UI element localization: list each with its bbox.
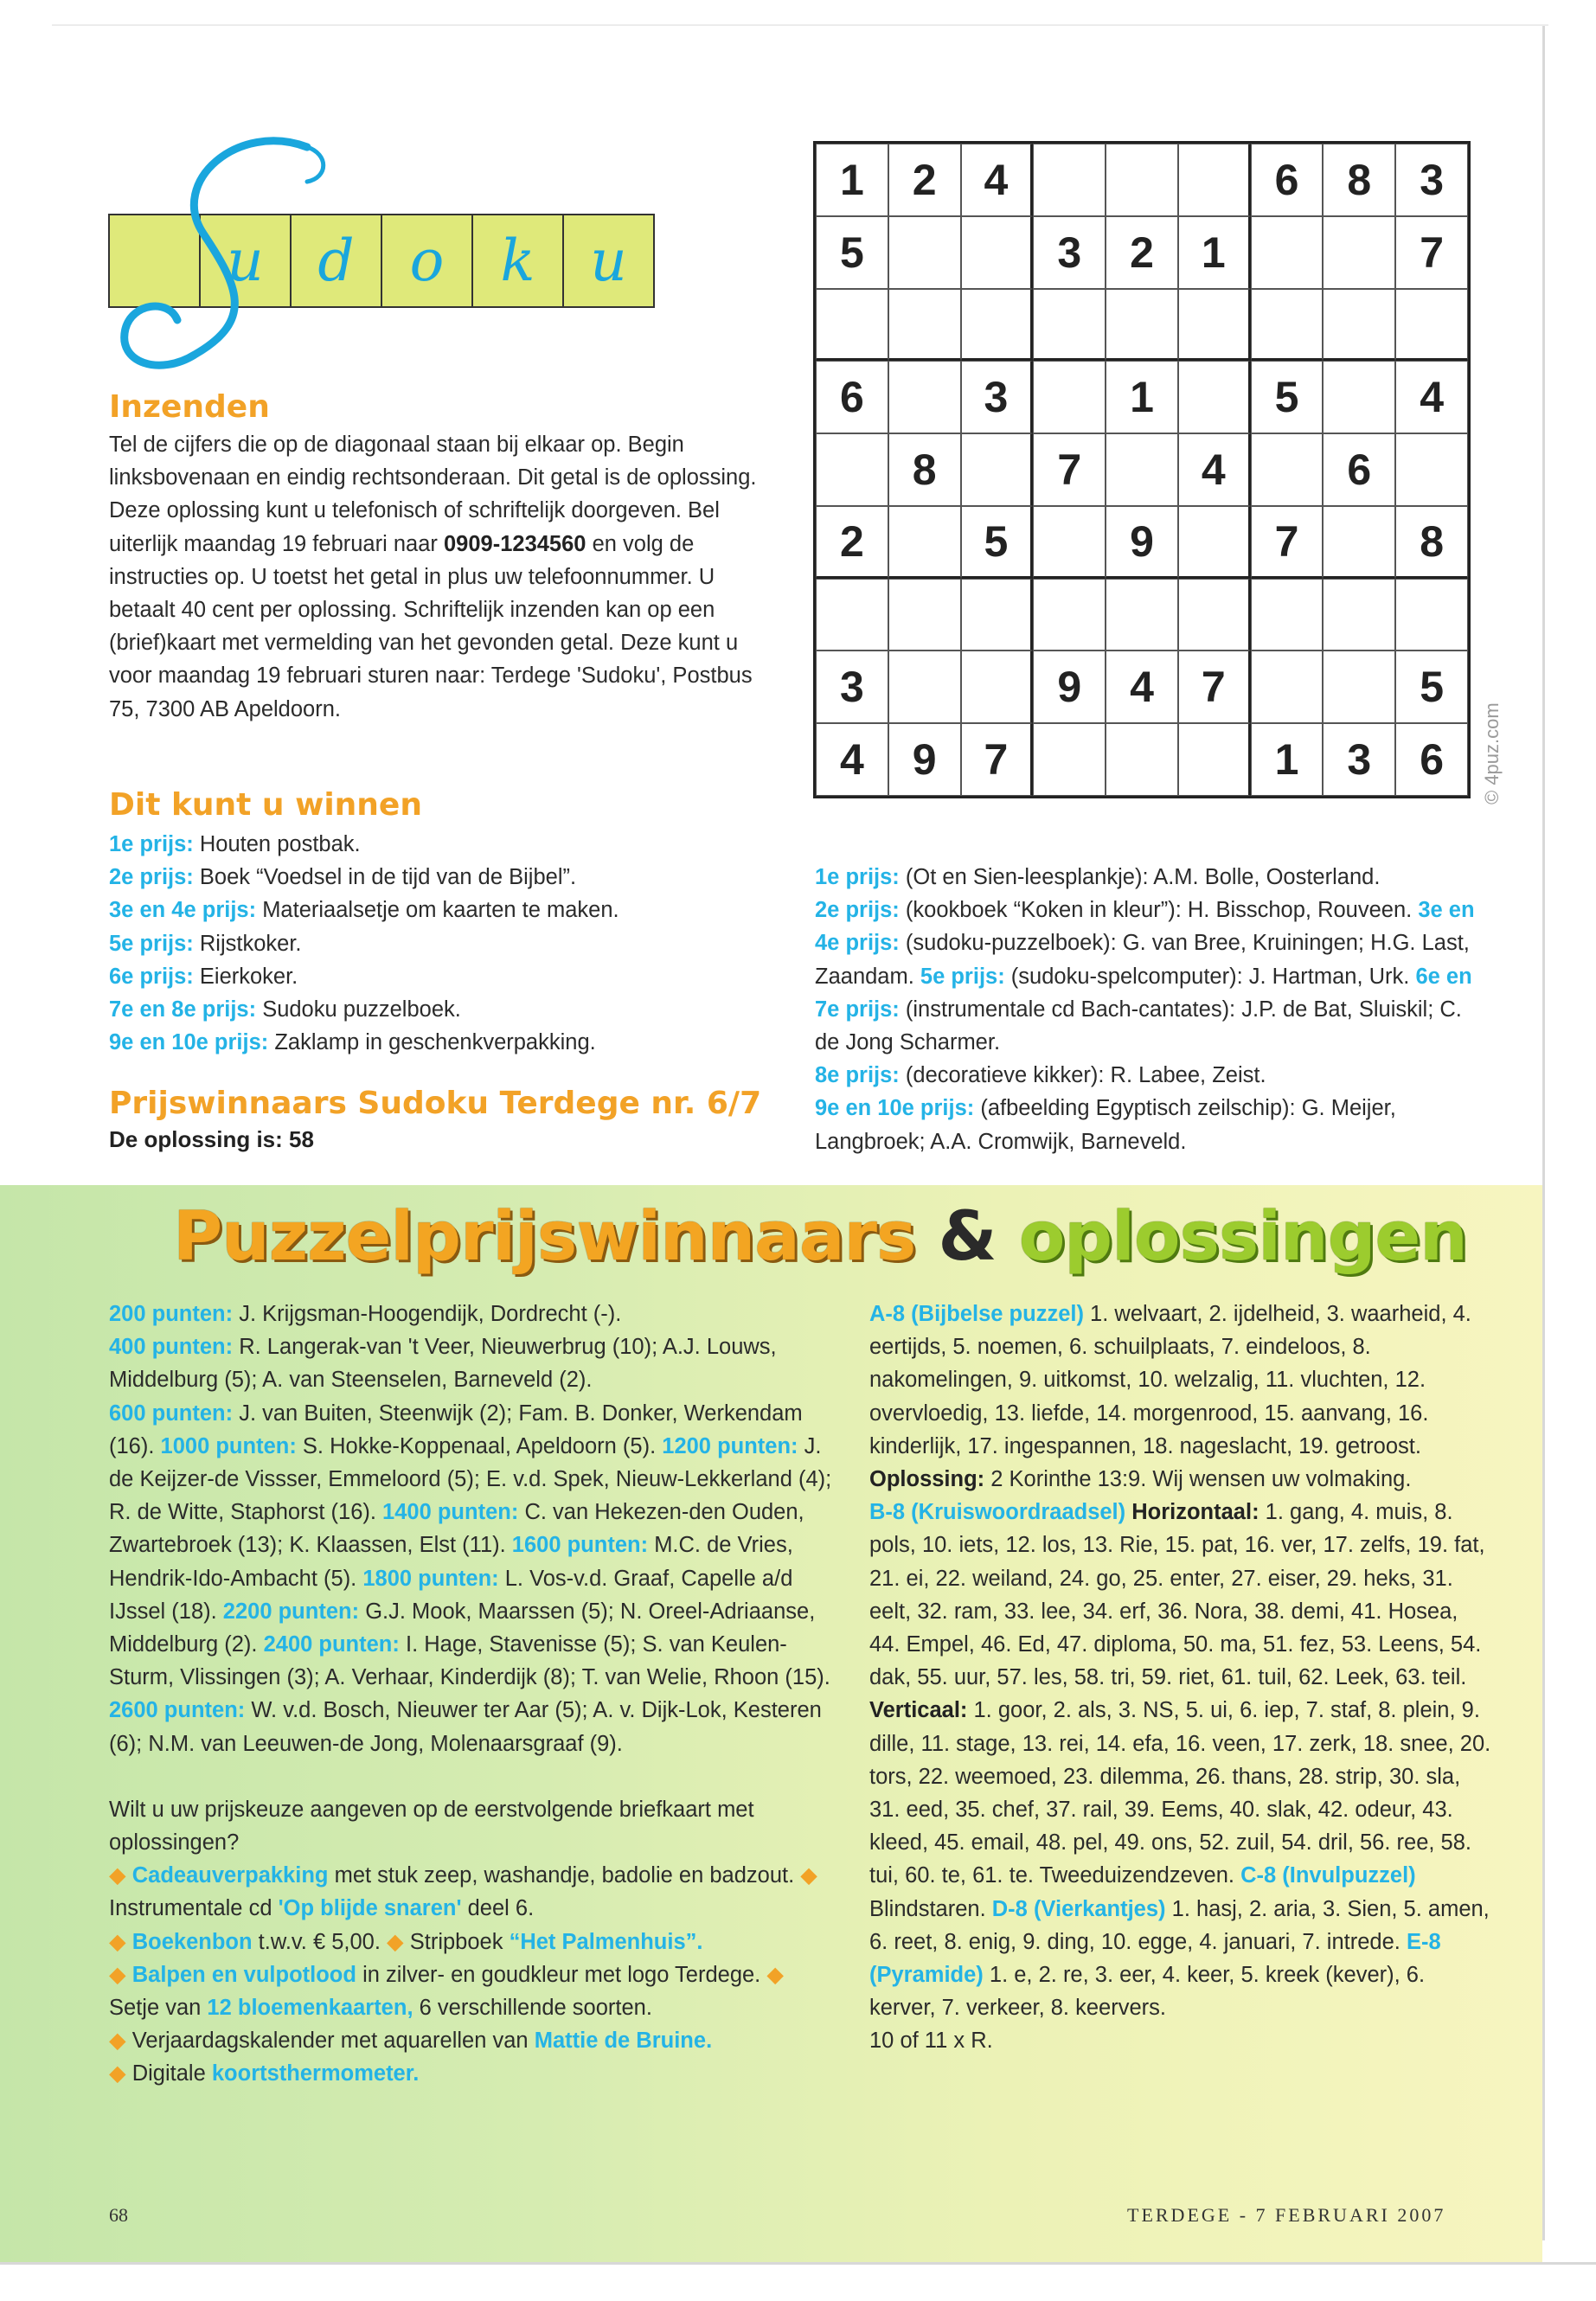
sudoku-cell [1395,289,1468,362]
points-label: 2400 punten: [263,1632,400,1657]
choice-post: met stuk zeep, washandje, badolie en badzout. [334,1863,795,1888]
choice-pre: Instrumentale cd [109,1896,272,1921]
logo-box-o: o [381,214,473,308]
magazine-footer: TERDEGE - 7 FEBRUARI 2007 [1127,2204,1446,2226]
sudoku-cell [1106,144,1178,216]
sudoku-cell [1323,579,1395,651]
sudoku-cell: 6 [1251,144,1324,216]
sudoku-cell [961,289,1034,362]
sudoku-cell [1033,723,1106,796]
choice-highlight: Boekenbon [131,1929,253,1954]
sudoku-cell: 3 [1395,144,1468,216]
sudoku-cell: 2 [888,144,961,216]
sudoku-cell: 3 [816,651,888,723]
choice-highlight: koortsthermometer. [211,2061,420,2086]
prize-text: Sudoku puzzelboek. [262,997,461,1022]
sudoku-cell: 4 [816,723,888,796]
winner-label: 1e prijs: [815,865,900,889]
choice-post: 6 verschillende soorten. [419,1996,652,2021]
choice-pre: Verjaardagskalender met aquarellen van [131,2029,529,2054]
d8-text: 1. hasj, 2. aria, 3. Sien, 5. amen, 6. reet, 8. enig, 9. ding, 10. egge, 4. januari, 7. intrede. [869,1896,1490,1954]
points-label: 1000 punten: [160,1433,297,1458]
choice-pre: Digitale [131,2061,206,2086]
e8-text: 1. e, 2. re, 3. eer, 4. keer, 5. kreek (kever), 6. kerver, 7. verkeer, 8. keervers. [869,1963,1426,2021]
prize-list [109,828,766,1059]
e8-label: E-8 (Pyramide) [869,1929,1441,1988]
diamond-icon: ◆ [109,2061,126,2086]
logo-box-k: k [471,214,564,308]
sudoku-cell: 2 [1106,216,1178,289]
points-label: 600 punten: [109,1400,234,1426]
sudoku-cell: 3 [1323,723,1395,796]
sudoku-cell [961,579,1034,651]
sudoku-cell [1033,144,1106,216]
sudoku-cell [1395,579,1468,651]
sudoku-cell: 1 [1106,361,1178,433]
sudoku-cell [1323,289,1395,362]
winner-text: (Ot en Sien-leesplankje): A.M. Bolle, Oosterland. [905,865,1381,889]
sudoku-cell: 7 [1033,433,1106,506]
points-text: C. van Hekezen-den Ouden, Zwartebroek (13); K. Klaassen, Elst (11). [109,1500,804,1558]
diamond-icon: ◆ [766,1962,784,1987]
winner-label: 8e prijs: [815,1063,900,1088]
winner-text: (sudoku-spelcomputer): J. Hartman, Urk. [1010,964,1410,989]
a8-label: A-8 (Bijbelse puzzel) [869,1302,1084,1326]
sudoku-cell [1106,723,1178,796]
logo-box-u2: u [562,214,655,308]
prize-label: 3e en 4e prijs: [109,898,257,923]
sudoku-grid [813,141,1471,798]
prize-text: Houten postbak. [199,832,361,856]
sudoku-cell [1178,506,1251,579]
prize-text: Rijstkoker. [199,931,302,956]
winner-text: (kookboek “Koken in kleur”): H. Bisschop, Rouveen. [905,898,1413,923]
choice-pre: Setje van [109,1996,202,2021]
title-amp: & [938,1198,997,1276]
prize-label: 5e prijs: [109,931,194,956]
sudoku-cell: 9 [1033,651,1106,723]
winner-label: 9e en 10e prijs: [815,1096,975,1121]
sudoku-cell: 5 [816,216,888,289]
sudoku-cell [816,433,888,506]
winner-label: 6e en 7e prijs: [815,964,1472,1022]
sudoku-cell: 5 [1395,651,1468,723]
winner-text: (afbeelding Egyptisch zeilschip): G. Meijer, Langbroek; A.A. Cromwijk, Barneveld. [815,1096,1396,1154]
sudoku-cell [1251,216,1324,289]
diamond-icon: ◆ [109,2029,126,2054]
sudoku-cell [1323,651,1395,723]
sudoku-cell [1178,289,1251,362]
choice-highlight: 12 bloemenkaarten, [207,1996,413,2021]
page-number: 68 [109,2204,128,2226]
solution-text: De oplossing is: 58 [109,1126,314,1152]
choice-highlight: Mattie de Bruine. [534,2029,713,2054]
page-edge [1542,26,1545,2240]
oplossing-label: Oplossing: [869,1467,985,1492]
winner-text: (sudoku-puzzelboek): G. van Bree, Kruiningen; H.G. Last, Zaandam. [815,931,1470,989]
choice-post: deel 6. [467,1896,535,1921]
points-winners [109,1298,836,2091]
points-text: S. Hokke-Koppenaal, Apeldoorn (5). [302,1433,657,1458]
sudoku-cell [888,579,961,651]
inzenden-text-2: en volg de instructies op. U toetst het getal in plus uw telefoonnummer. U betaalt 40 cent per oplossing. Schriftelijk inzenden kan op een (brief)kaart met vermelding van het gevonden getal. Deze kunt u voor maandag 19 februari sturen naar: Terdege 'Sudoku', Postbus 75, 7300 AB Apeldoorn. [109,531,753,721]
sudoku-cell [1178,723,1251,796]
points-text: I. Hage, Stavenisse (5); S. van Keulen-Sturm, Vlissingen (3); A. Verhaar, Kinderdijk (8); T. van Welie, Rhoon (15). [109,1632,830,1690]
sudoku-cell: 5 [961,506,1034,579]
inzenden-paragraph [109,428,766,726]
sudoku-cell: 6 [816,361,888,433]
b8-label: B-8 (Kruiswoordraadsel) [869,1500,1126,1525]
points-text: G.J. Mook, Maarssen (5); N. Oreel-Adriaanse, Middelburg (2). [109,1599,816,1657]
sudoku-cell [888,216,961,289]
section-title [173,1198,1467,1276]
diamond-icon: ◆ [109,1863,126,1888]
sudoku-cell [816,579,888,651]
sudoku-logo [108,130,766,381]
sudoku-cell: 8 [1323,144,1395,216]
choice-highlight: Balpen en vulpotlood [131,1962,356,1987]
prijswinnaars-heading: Prijswinnaars Sudoku Terdege nr. 6/7 [109,1086,762,1121]
sudoku-cell [888,289,961,362]
sudoku-cell [961,216,1034,289]
prize-label: 9e en 10e prijs: [109,1030,269,1055]
sudoku-cell [888,361,961,433]
sudoku-cell: 4 [1395,361,1468,433]
choice-post: in zilver- en goudkleur met logo Terdege. [362,1962,761,1987]
prize-item [109,861,766,894]
choice-highlight: “Het Palmenhuis”. [509,1929,703,1954]
c8-text: Blindstaren. [869,1896,986,1921]
sudoku-cell: 7 [1395,216,1468,289]
sudoku-cell [1033,579,1106,651]
winner-label: 2e prijs: [815,898,900,923]
sudoku-cell [961,433,1034,506]
prize-item [109,993,766,1026]
sudoku-cell: 2 [816,506,888,579]
sudoku-cell: 4 [961,144,1034,216]
sudoku-cell: 4 [1106,651,1178,723]
bottom-rule [0,2262,1596,2265]
points-label: 1800 punten: [362,1566,499,1591]
last-line: 10 of 11 x R. [869,2029,993,2054]
logo-box-d: d [290,214,382,308]
diamond-icon: ◆ [387,1929,404,1954]
points-text: L. Vos-v.d. Graaf, Capelle a/d IJssel (18). [109,1566,793,1624]
points-text: R. Langerak-van 't Veer, Nieuwerbrug (10); A.J. Louws, Middelburg (5); A. van Steenselen, Barneveld (2). [109,1335,777,1393]
sudoku-cell [1033,289,1106,362]
prize-text: Boek “Voedsel in de tijd van de Bijbel”. [199,865,577,890]
sudoku-cell [1178,144,1251,216]
verticaal-text: 1. goor, 2. als, 3. NS, 5. ui, 6. iep, 7. staf, 8. plein, 9. dille, 11. stage, 13. rei, 14. efa, 16. veen, 17. zerk, 18. snee, 20. tors, 22. weemoed, 23. dilemma, 26. thans, 28. strip, 30. sla, 31. eed, 35. chef, 37. rail, 39. Eems, 40. slak, 42. odeur, 43. kleed, 45. email, 48. pel, 49. ons, 52. zuil, 54. dril, 56. ree, 58. tui, 60. te, 61. te. Tweeduizendzeven. [869,1698,1491,1888]
points-label: 2600 punten: [109,1698,246,1723]
sudoku-cell [1323,506,1395,579]
sudoku-cell [1251,433,1324,506]
copyright-note: © 4puz.com [1481,702,1503,804]
choice-pre: Stripboek [409,1929,503,1954]
sudoku-cell: 3 [961,361,1034,433]
winner-text: (decoratieve kikker): R. Labee, Zeist. [905,1063,1266,1088]
oplossing-text: 2 Korinthe 13:9. Wij wensen uw volmaking. [990,1467,1412,1492]
sudoku-cell [816,289,888,362]
sudoku-cell [1178,361,1251,433]
sudoku-cell [961,651,1034,723]
sudoku-cell [1251,651,1324,723]
prize-item [109,828,766,861]
sudoku-cell [1033,506,1106,579]
winnen-heading: Dit kunt u winnen [109,787,422,823]
diamond-icon: ◆ [109,1929,126,1954]
sudoku-cell [888,651,961,723]
sudoku-cell: 8 [888,433,961,506]
sudoku-cell [1323,361,1395,433]
prize-text: Eierkoker. [199,964,298,989]
sudoku-cell [1033,361,1106,433]
sudoku-cell: 6 [1395,723,1468,796]
prize-choice [109,1793,836,2091]
sudoku-cell [1395,433,1468,506]
points-label: 2200 punten: [222,1599,360,1624]
solutions-column [869,1298,1492,2058]
sudoku-cell: 1 [1178,216,1251,289]
points-text: W. v.d. Bosch, Nieuwer ter Aar (5); A. v. Dijk-Lok, Kesteren (6); N.M. van Leeuwen-de Jong, Molenaarsgraaf (9). [109,1698,822,1756]
points-label: 1200 punten: [662,1433,798,1458]
prize-label: 7e en 8e prijs: [109,997,257,1022]
spacer [109,1760,836,1793]
sudoku-cell: 8 [1395,506,1468,579]
points-label: 200 punten: [109,1302,234,1326]
points-label: 1600 punten: [511,1533,649,1558]
diamond-icon: ◆ [800,1863,817,1888]
prize-label: 1e prijs: [109,832,194,856]
sudoku-cell [1251,579,1324,651]
points-paragraph [109,1298,836,1760]
sudoku-cell [1106,433,1178,506]
calligraphic-s-logo [108,130,368,381]
title-part-2: oplossingen [1018,1198,1467,1276]
inzenden-heading: Inzenden [109,389,270,425]
sudoku-cell [888,506,961,579]
c8-label: C-8 (Invulpuzzel) [1240,1863,1416,1888]
a8-text: 1. welvaart, 2. ijdelheid, 3. waarheid, 4. eertijds, 5. noemen, 6. schuilplaats, 7. eindeloos, 8. nakomelingen, 9. uitkomst, 10. welzalig, 11. vluchten, 12. overvloedig, 13. liefde, 14. morgenrood, 15. aanvang, 16. kinderlijk, 17. ingespannen, 18. nageslacht, 19. getroost. [869,1302,1471,1458]
points-text: M.C. de Vries, Hendrik-Ido-Ambacht (5). [109,1533,793,1591]
points-label: 400 punten: [109,1335,234,1360]
sudoku-cell: 1 [816,144,888,216]
winner-label: 5e prijs: [920,964,1005,989]
points-text: J. Krijgsman-Hoogendijk, Dordrecht (-). [239,1302,622,1326]
points-label: 1400 punten: [382,1500,519,1525]
logo-box-u: u [199,214,292,308]
sudoku-cell: 7 [1178,651,1251,723]
sudoku-winners-list [815,861,1490,1158]
top-rule [52,24,1548,26]
prize-item [109,927,766,960]
sudoku-cell [1106,289,1178,362]
choice-post: t.w.v. € 5,00. [258,1929,381,1954]
sudoku-cell: 6 [1323,433,1395,506]
inzenden-text: Tel de cijfers die op de diagonaal staan bij elkaar op. Begin linksbovenaan en eindig rechtsonderaan. Dit getal is de oplossing. Deze oplossing kunt u telefonisch of schriftelijk doorgeven. Bel uiterlijk maandag 19 februari naar [109,433,757,556]
sudoku-cell: 3 [1033,216,1106,289]
sudoku-cell: 5 [1251,361,1324,433]
prize-item [109,1026,766,1059]
sudoku-cell [1323,216,1395,289]
prize-text: Materiaalsetje om kaarten te maken. [262,898,619,923]
prize-choice-intro: Wilt u uw prijskeuze aangeven op de eerstvolgende briefkaart met oplossingen? [109,1797,754,1856]
points-text: J. van Buiten, Steenwijk (2); Fam. B. Donker, Werkendam (16). [109,1400,803,1458]
prize-item [109,894,766,926]
prize-item [109,960,766,993]
sudoku-cell: 9 [888,723,961,796]
prize-text: Zaklamp in geschenkverpakking. [274,1030,596,1055]
sudoku-cell [1106,579,1178,651]
phone-number: 0909-1234560 [443,531,586,556]
sudoku-cell [1178,579,1251,651]
horizontaal-text: 1. gang, 4. muis, 8. pols, 10. iets, 12. los, 13. Rie, 15. pat, 16. ver, 17. zelfs, 19. fat, 21. ei, 22. weiland, 24. go, 25. enter, 27. eiser, 29. heks, 31. eelt, 32. ram, 33. lee, 34. erf, 36. Nora, 38. demi, 41. Hosea, 44. Empel, 46. Ed, 47. diploma, 50. ma, 51. fez, 53. Leens, 54. dak, 55. uur, 57. les, 58. tri, 59. riet, 61. tuil, 62. Leek, 63. teil. [869,1500,1485,1690]
winner-label: 3e en 4e prijs: [815,898,1475,956]
sudoku-cell: 9 [1106,506,1178,579]
sudoku-cell: 7 [1251,506,1324,579]
sudoku-cell [1251,289,1324,362]
choice-highlight: Cadeauverpakking [131,1863,329,1888]
prize-label: 6e prijs: [109,964,194,989]
d8-label: D-8 (Vierkantjes) [991,1896,1166,1921]
winner-text: (instrumentale cd Bach-cantates): J.P. de Bat, Sluiskil; C. de Jong Scharmer. [815,997,1462,1055]
points-text: J. de Keijzer-de Vissser, Emmeloord (5); E. v.d. Spek, Nieuw-Lekkerland (4); R. de Witte, Staphorst (16). [109,1433,832,1525]
sudoku-cell: 4 [1178,433,1251,506]
prize-label: 2e prijs: [109,865,194,890]
choice-highlight: 'Op blijde snaren' [278,1896,462,1921]
sudoku-cell: 7 [961,723,1034,796]
title-part-1: Puzzelprijswinnaars [173,1198,916,1276]
verticaal-label: Verticaal: [869,1698,968,1723]
sudoku-cell: 1 [1251,723,1324,796]
horizontaal-label: Horizontaal: [1131,1500,1259,1525]
diamond-icon: ◆ [109,1962,126,1987]
